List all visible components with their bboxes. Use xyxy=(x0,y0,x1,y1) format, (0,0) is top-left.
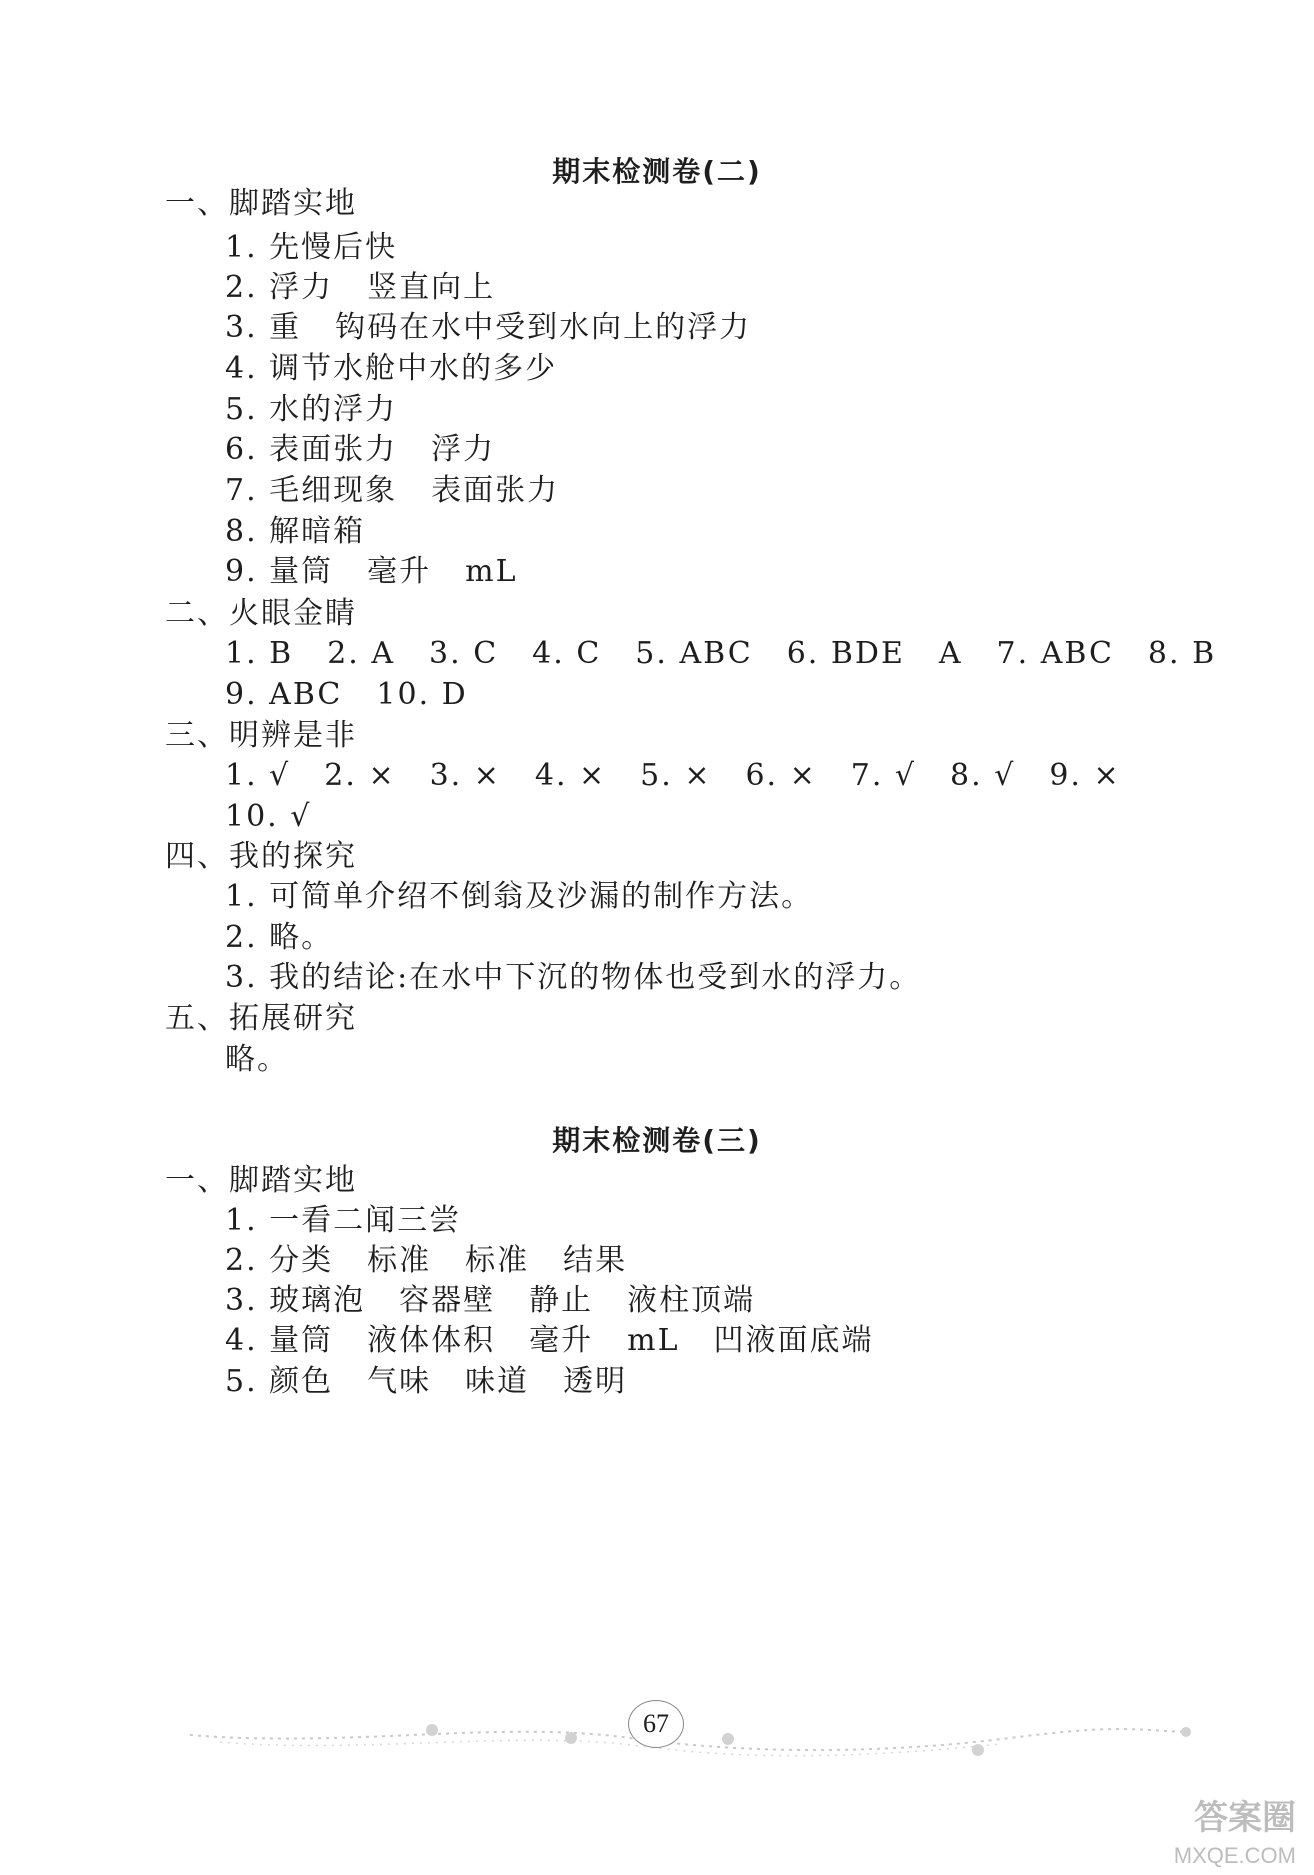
answer-item: 1. B xyxy=(225,636,294,671)
answer-item: 表面张力 xyxy=(431,473,560,508)
answer-item: 2. × xyxy=(324,758,396,793)
answer-item: mL xyxy=(465,554,518,589)
answer-item: 2. 浮力 xyxy=(225,270,334,305)
answer-item: A xyxy=(938,636,963,671)
footer-wave-line xyxy=(220,1740,1000,1755)
answer-item: 毫升 xyxy=(529,1323,594,1358)
answer-item: 7. ABC xyxy=(996,636,1114,671)
answer-item: 1. √ xyxy=(225,758,291,793)
answer-line: 5. 水的浮力 xyxy=(225,392,398,427)
exam-3-title: 期末检测卷(三) xyxy=(552,1124,762,1157)
answer-item: 4. 量筒 xyxy=(225,1323,334,1358)
exam-2-section-4-heading: 四、我的探究 xyxy=(165,839,357,874)
answer-item: 静止 xyxy=(529,1283,594,1318)
answer-item: 4. C xyxy=(532,636,602,671)
footer-dot xyxy=(972,1744,984,1756)
answer-item: 9. 量筒 xyxy=(225,554,334,589)
answer-item: 气味 xyxy=(367,1364,432,1399)
answer-line xyxy=(225,268,495,308)
answer-item: 6. BDE xyxy=(786,636,905,671)
answer-item: 液体体积 xyxy=(367,1323,496,1358)
answer-line xyxy=(225,1241,627,1281)
answer-item: 3. 重 xyxy=(225,310,302,345)
answer-item: 标准 xyxy=(367,1243,432,1278)
answer-item: 8. B xyxy=(1147,636,1217,671)
answer-item: 3. 玻璃泡 xyxy=(225,1283,366,1318)
answer-item: 6. 表面张力 xyxy=(225,432,398,467)
answer-line xyxy=(225,471,559,511)
answer-line: 4. 调节水舱中水的多少 xyxy=(225,351,558,386)
watermark-logo: 答案圈 xyxy=(1194,1798,1296,1838)
footer-dot xyxy=(1181,1727,1191,1737)
answer-line: 10. √ xyxy=(225,799,312,834)
answer-item: 3. C xyxy=(429,636,499,671)
answer-line xyxy=(225,552,518,592)
answer-item: 浮力 xyxy=(431,432,496,467)
answer-line: 3. 我的结论:在水中下沉的物体也受到水的浮力。 xyxy=(225,960,922,995)
answer-item: mL xyxy=(627,1323,680,1358)
answer-item: 7. √ xyxy=(850,758,917,793)
watermark-url: MXQE.COM xyxy=(1173,1843,1296,1868)
answer-item: 8. √ xyxy=(950,758,1016,793)
answer-line xyxy=(225,756,1121,796)
exam-2-section-2-heading: 二、火眼金睛 xyxy=(165,596,357,631)
answer-line xyxy=(225,1321,874,1361)
answer-line: 8. 解暗箱 xyxy=(225,514,366,549)
answer-line xyxy=(225,634,1216,674)
exam-2-title: 期末检测卷(二) xyxy=(552,155,762,188)
answer-item: 2. 分类 xyxy=(225,1243,334,1278)
answer-item: 钩码在水中受到水向上的浮力 xyxy=(335,310,752,345)
answer-item: 结果 xyxy=(563,1243,628,1278)
answer-item: 4. × xyxy=(534,758,607,793)
answer-item: 毫升 xyxy=(367,554,432,589)
answer-item: 7. 毛细现象 xyxy=(225,473,398,508)
footer-dot xyxy=(426,1724,438,1736)
exam-3-section-1-heading: 一、脚踏实地 xyxy=(165,1163,357,1198)
answer-line xyxy=(225,1362,627,1402)
answer-item: 凹液面底端 xyxy=(713,1323,874,1358)
answer-line: 略。 xyxy=(225,1042,289,1077)
answer-item: 10. D xyxy=(376,677,468,712)
answer-item: 5. ABC xyxy=(635,636,753,671)
exam-2-section-1-heading: 一、脚踏实地 xyxy=(165,186,357,221)
exam-2-section-3-heading: 三、明辨是非 xyxy=(165,718,357,753)
answer-item: 9. × xyxy=(1049,758,1121,793)
answer-line xyxy=(225,308,751,348)
answer-line xyxy=(225,430,495,470)
answer-item: 9. ABC xyxy=(225,677,343,712)
answer-line: 1. 可简单介绍不倒翁及沙漏的制作方法。 xyxy=(225,879,814,914)
answer-item: 竖直向上 xyxy=(367,270,496,305)
answer-item: 2. A xyxy=(327,636,396,671)
answer-line xyxy=(225,1281,755,1321)
answer-item: 5. × xyxy=(640,758,712,793)
footer-dot xyxy=(722,1733,734,1745)
page-number: 67 xyxy=(628,1700,684,1748)
exam-2-section-5-heading: 五、拓展研究 xyxy=(165,1001,357,1036)
footer-dot xyxy=(565,1732,577,1744)
answer-item: 标准 xyxy=(465,1243,530,1278)
answer-line: 2. 略。 xyxy=(225,920,334,955)
answer-item: 容器壁 xyxy=(399,1283,496,1318)
answer-line xyxy=(225,675,468,715)
answer-item: 味道 xyxy=(465,1364,530,1399)
footer-wave-line xyxy=(190,1729,1190,1750)
answer-item: 5. 颜色 xyxy=(225,1364,334,1399)
answer-item: 3. × xyxy=(429,758,501,793)
answer-line: 1. 一看二闻三尝 xyxy=(225,1203,462,1238)
answer-item: 6. × xyxy=(745,758,817,793)
answer-line: 1. 先慢后快 xyxy=(225,230,398,265)
answer-item: 透明 xyxy=(563,1364,628,1399)
answer-item: 液柱顶端 xyxy=(627,1283,756,1318)
